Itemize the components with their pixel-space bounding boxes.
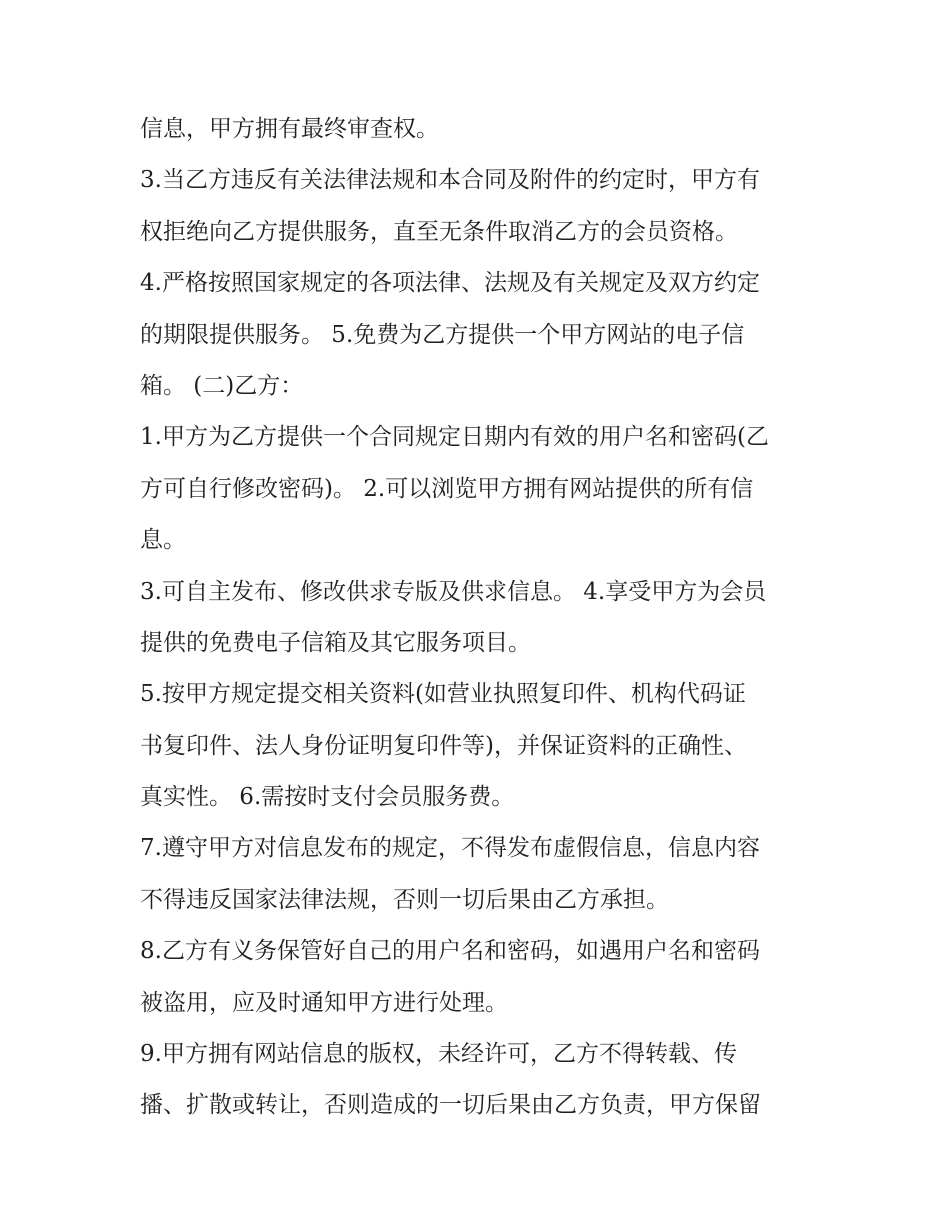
text-line-3: 权拒绝向乙方提供服务，直至无条件取消乙方的会员资格。 [140,218,738,245]
text-line-12: 5.按甲方规定提交相关资料(如营业执照复印件、机构代码证 [140,681,746,708]
text-line-7: 1.甲方为乙方提供一个合同规定日期内有效的用户名和密码(乙 [140,424,769,451]
text-line-20: 播、扩散或转让，否则造成的一切后果由乙方负责，甲方保留 [140,1092,761,1119]
text-line-1: 信息，甲方拥有最终审查权。 [140,116,439,142]
text-line-11: 提供的免费电子信箱及其它服务项目。 [140,629,531,656]
contract-text [140,104,820,1132]
text-line-16: 不得违反国家法律法规，否则一切后果由乙方承担。 [140,886,669,913]
text-line-5: 的期限提供服务。 5.免费为乙方提供一个甲方网站的电子信 [140,321,745,348]
text-line-8: 方可自行修改密码)。 2.可以浏览甲方拥有网站提供的所有信 [140,475,754,502]
text-line-19: 9.甲方拥有网站信息的版权，未经许可，乙方不得转载、传 [140,1041,737,1068]
text-line-18: 被盗用，应及时通知甲方进行处理。 [140,989,508,1016]
text-line-6: 箱。 (二)乙方： [140,372,304,399]
text-line-17: 8.乙方有义务保管好自己的用户名和密码，如遇用户名和密码 [140,938,760,965]
text-line-14: 真实性。 6.需按时支付会员服务费。 [140,784,515,811]
text-line-15: 7.遵守甲方对信息发布的规定，不得发布虚假信息，信息内容 [140,835,760,862]
text-line-4: 4.严格按照国家规定的各项法律、法规及有关规定及双方约定 [140,270,760,297]
text-line-10: 3.可自主发布、修改供求专版及供求信息。 4.享受甲方为会员 [140,578,767,605]
text-line-9: 息。 [140,527,186,554]
text-line-2: 3.当乙方违反有关法律法规和本合同及附件的约定时，甲方有 [140,167,760,194]
text-line-13: 书复印件、法人身份证明复印件等)，并保证资料的正确性、 [140,732,747,759]
